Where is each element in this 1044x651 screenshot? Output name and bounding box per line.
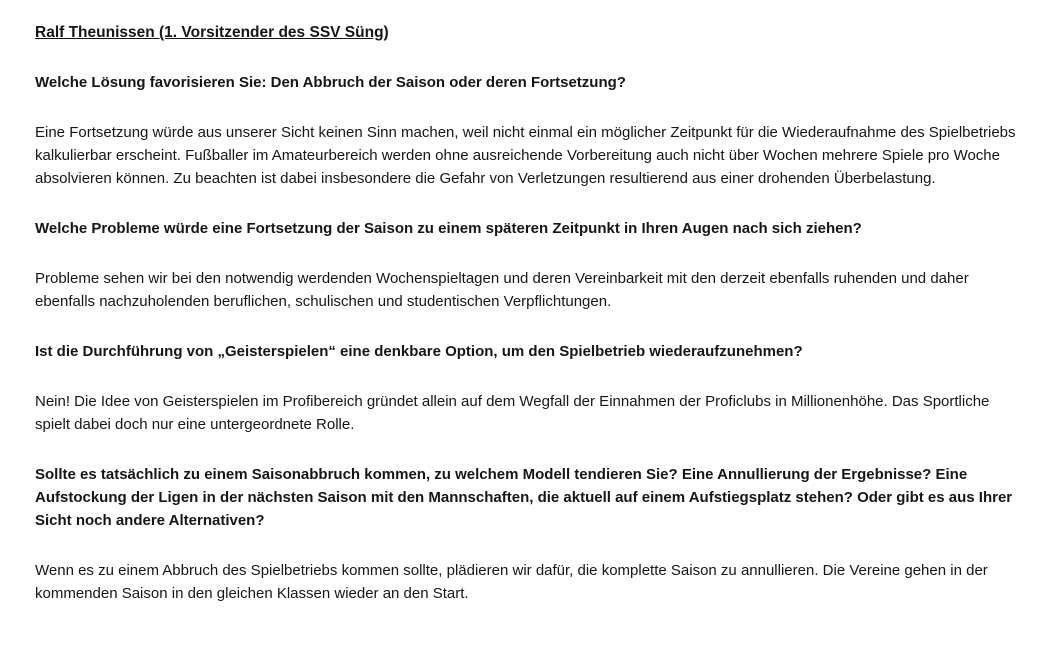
document-title-text: Ralf Theunissen (1. Vorsitzender des SSV Süng): [35, 24, 389, 41]
answer-2: Probleme sehen wir bei den notwendig werdenden Wochenspieltagen und deren Vereinbarkeit mit den derzeit ebenfalls ruhenden und daher ebenfalls nachzuholenden beruflichen, schulischen und studentischen Verpflichtungen.: [35, 270, 969, 310]
question-3: Ist die Durchführung von „Geisterspielen“ eine denkbare Option, um den Spielbetrieb wiederaufzunehmen?: [35, 343, 803, 360]
question-4: Sollte es tatsächlich zu einem Saisonabbruch kommen, zu welchem Modell tendieren Sie? Eine Annullierung der Ergebnisse? Eine Aufstockung der Ligen in der nächsten Saison mit den Mannschaften, die aktuell auf einem Aufstiegsplatz stehen? Oder gibt es aus Ihrer Sicht noch andere Alternativen?: [35, 466, 1013, 529]
answer-4: Wenn es zu einem Abbruch des Spielbetriebs kommen sollte, plädieren wir dafür, die komplette Saison zu annullieren. Die Vereine gehen in der kommenden Saison in den gleichen Klassen wieder an den Start.: [35, 562, 988, 602]
answer-3: Nein! Die Idee von Geisterspielen im Profibereich gründet allein auf dem Wegfall der Einnahmen der Proficlubs in Millionenhöhe. Das Sportliche spielt dabei doch nur eine untergeordnete Rolle.: [35, 393, 990, 433]
answer-1: Eine Fortsetzung würde aus unserer Sicht keinen Sinn machen, weil nicht einmal ein möglicher Zeitpunkt für die Wiederaufnahme des Spielbetriebs kalkulierbar erscheint. Fußballer im Amateurbereich werden ohne ausreichende Vorbereitung auch nicht über Wochen mehrere Spiele pro Woche absolvieren können. Zu beachten ist dabei insbesondere die Gefahr von Verletzungen resultierend aus einer drohenden Überbelastung.: [35, 124, 1016, 187]
question-2: Welche Probleme würde eine Fortsetzung der Saison zu einem späteren Zeitpunkt in Ihren Augen nach sich ziehen?: [35, 220, 862, 237]
question-1: Welche Lösung favorisieren Sie: Den Abbruch der Saison oder deren Fortsetzung?: [35, 74, 626, 91]
document-title: [35, 21, 1022, 44]
